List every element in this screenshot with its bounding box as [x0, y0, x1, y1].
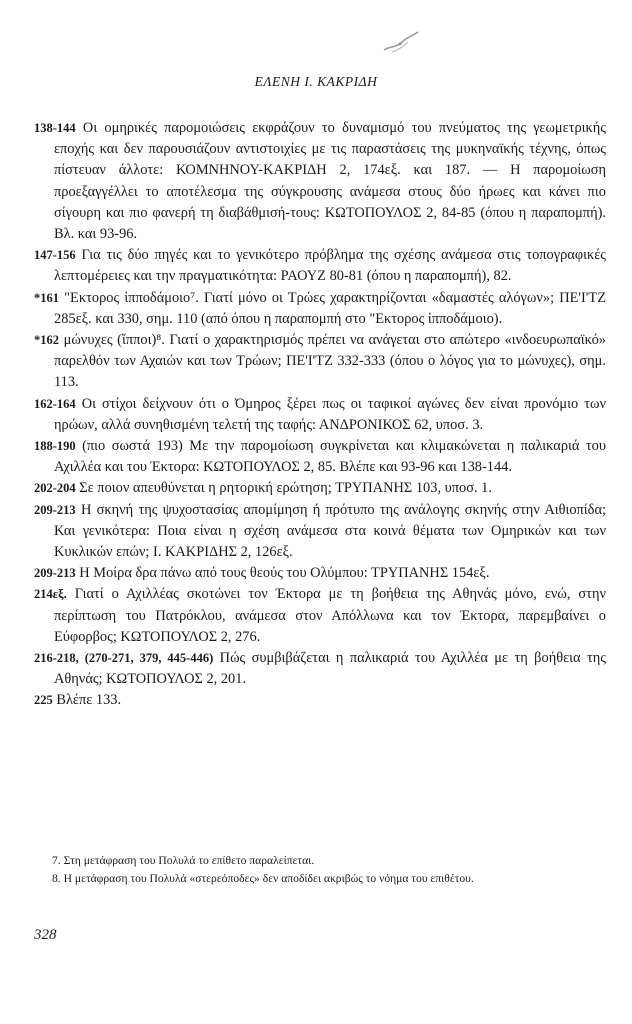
line-reference: 138-144: [34, 121, 76, 135]
commentary-entry: [34, 436, 606, 478]
entry-text: μώνυχες (ἵπποι)⁸. Γιατί ο χαρακτηρισμός πρέπει να ανάγεται στο απώτερο «ινδοευρωπαϊκό» παρελθόν των Αχαιών και των Τρώων; ΠΕ'Ι'ΤΖ 332-333 (όπου ο λόγος για το μώνυχες), σημ. 113.: [54, 332, 606, 391]
commentary-entry: [34, 330, 606, 394]
entry-text: "Εκτορος ἱπποδάμοιο⁷. Γιατί μόνο οι Τρώες χαρακτηρίζονται «δαμαστές αλόγων»; ΠΕ'Ι'ΤΖ 285εξ. και 330, σημ. 110 (από όπου η παραπομπή στο "Εκτορος ἱπποδάμοιο).: [54, 289, 606, 327]
line-reference: *162: [34, 333, 59, 348]
commentary-entry: [34, 394, 606, 436]
commentary-entry: [34, 690, 606, 711]
line-reference: 225: [34, 693, 53, 708]
line-reference: *161: [34, 290, 59, 305]
entry-text: Η σκηνή της ψυχοστασίας απομίμηση ή πρότυπο της ανάλογης σκηνής στην Αιθιοπίδα; Και γενικότερα: Ποια είναι η σχέση ανάμεσα στα κοινά θέματα των Ομηρικών και των Κυκλικών επών; Ι. ΚΑΚΡΙΔΗΣ 2, 126εξ.: [54, 501, 606, 561]
entry-text: Οι στίχοι δείχνουν ότι ο Όμηρος ξέρει πως οι ταφικοί αγώνες δεν είναι προνόμιο των ηρώων, αλλά συνηθισμένη τελετή της ταφής: ΑΝΔΡΟΝΙΚΟΣ 62, υποσ. 3.: [54, 395, 606, 433]
commentary-entry: [34, 118, 606, 245]
commentary-entry: [34, 245, 606, 287]
line-reference: 209-213: [34, 566, 76, 581]
commentary-entry: [34, 288, 606, 330]
footnotes: [34, 852, 606, 888]
entry-text: Οι ομηρικές παρομοιώσεις εκφράζουν το δυναμισμό του πνεύματος της γεωμετρικής εποχής και δεν παρουσιάζουν αντιστοιχίες με τις παραστάσεις της μυκηναϊκής τέχνης, όπως πίστευαν άλλοτε: ΚΟΜΝΗΝΟΥ-ΚΑΚΡΙΔΗ 2, 174εξ. και 187. — Η παρομοίωση προεξαγγέλλει το αποτέλεσμα της σύγκρουσης ανάμεσα στους δύο ήρωες και κάνει πιο σίγουρη και πιο φανερή τη διαβάθμισή-τους: ΚΩΤΟΠΟΥΛΟΣ 2, 84-85 (όπου η παραπομπή). Βλ. και 93-96.: [54, 120, 606, 243]
entry-text: Γιατί ο Αχιλλέας σκοτώνει τον Έκτορα με τη βοήθεια της Αθηνάς μόνο, ενώ, στην περίπτωση του Πατρόκλου, ανάμεσα στον Απόλλωνα και τον Έκτορα, παρεμβαίνει ο Εύφορβος; ΚΩΤΟΠΟΥΛΟΣ 2, 276.: [54, 586, 606, 645]
line-reference: 188-190: [34, 439, 76, 454]
line-reference: 202-204: [34, 481, 76, 496]
entry-text: (πιο σωστά 193) Με την παρομοίωση συγκρίνεται και κλιμακώνεται η παλικαριά του Αχιλλέα και του Έκτορα: ΚΩΤΟΠΟΥΛΟΣ 2, 85. Βλέπε και 93-96 και 138-144.: [54, 438, 606, 476]
entry-text: Σε ποιον απευθύνεται η ρητορική ερώτηση; ΤΡΥΠΑΝΗΣ 103, υποσ. 1.: [79, 480, 492, 497]
commentary-entry: [34, 500, 606, 564]
entry-text: Για τις δύο πηγές και το γενικότερο πρόβλημα της σχέσης ανάμεσα στις τοπογραφικές λεπτομέρειες και την πραγματικότητα: ΡΑΟΥΖ 80-81 (όπου η παραπομπή), 82.: [54, 247, 606, 285]
entry-text: Βλέπε 133.: [56, 692, 122, 709]
commentary-entries: [34, 118, 606, 712]
ink-smudge-mark: [378, 28, 424, 58]
commentary-entry: [34, 584, 606, 648]
line-reference: 216-218, (270-271, 379, 445-446): [34, 651, 214, 666]
footnote: 8. Η μετάφραση του Πολυλά «στερεόποδες» δεν αποδίδει ακριβώς το νόημα του επιθέτου.: [52, 872, 474, 885]
line-reference: 162-164: [34, 396, 76, 411]
commentary-entry: [34, 563, 606, 584]
line-reference: 214εξ.: [34, 587, 67, 602]
running-head: ΕΛΕΝΗ Ι. ΚΑΚΡΙΔΗ: [254, 74, 378, 89]
page-number: 328: [34, 927, 57, 943]
footnote: 7. Στη μετάφραση του Πολυλά το επίθετο παραλείπεται.: [52, 854, 315, 867]
entry-text: Η Μοίρα δρα πάνω από τους θεούς του Ολύμπου: ΤΡΥΠΑΝΗΣ 154εξ.: [79, 565, 490, 582]
line-reference: 209-213: [34, 502, 76, 517]
line-reference: 147-156: [34, 248, 76, 263]
commentary-entry: [34, 648, 606, 690]
entry-text: Πώς συμβιβάζεται η παλικαριά του Αχιλλέα με τη βοήθεια της Αθηνάς; ΚΩΤΟΠΟΥΛΟΣ 2, 201.: [54, 650, 606, 688]
commentary-entry: [34, 478, 606, 499]
